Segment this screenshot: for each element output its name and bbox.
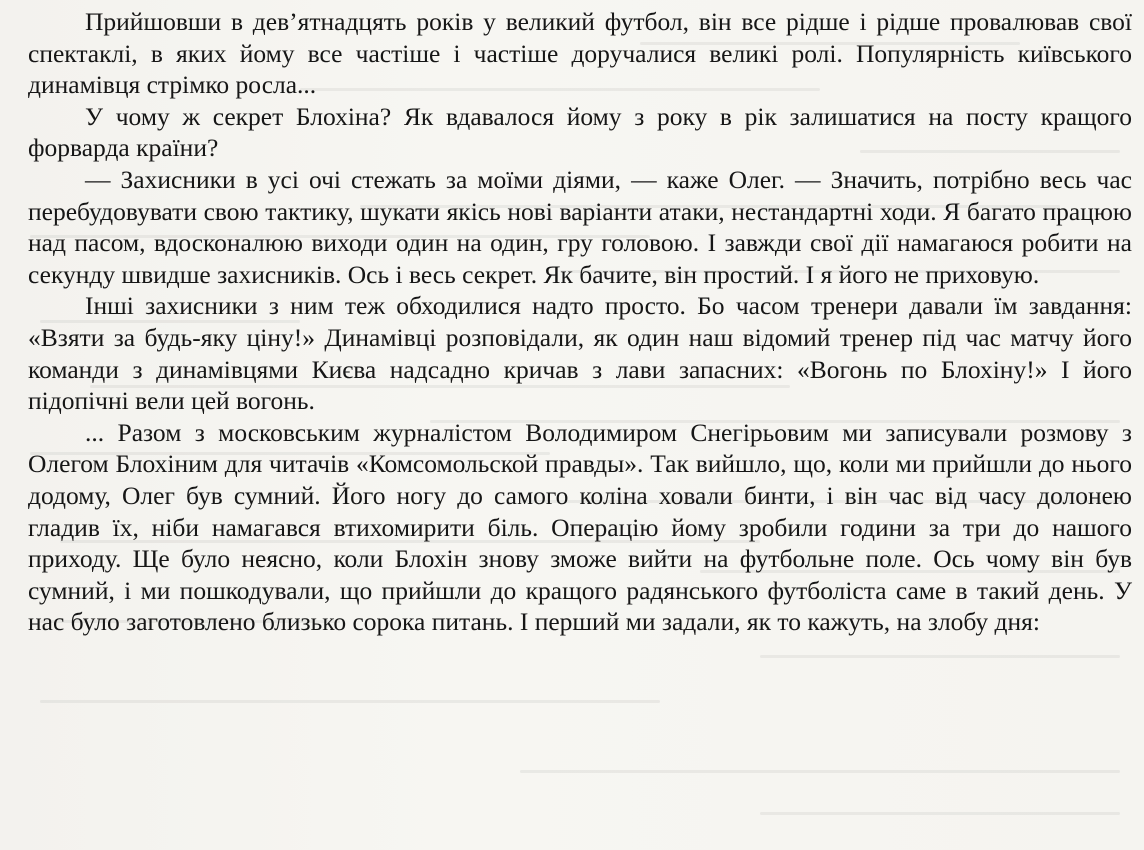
paragraph-4: Інші захисники з ним теж обходилися надто просто. Бо часом тренери давали їм завдання: «Взяти за будь-яку ціну!» Динамівці розповідали, як один наш відомий тренер під час матчу його команди з динамівцями Києва надсадно кричав з лави запасних: «Вогонь по Блохіну!» І його підопічні вели цей вогонь.: [28, 291, 1132, 416]
paragraph-5: ... Разом з московським журналістом Володимиром Снегірьовим ми записували розмову з Олегом Блохіним для читачів «Комсомольской правды». Так вийшло, що, коли ми прийшли до нього додому, Олег був сумний. Його ногу до самого коліна ховали бинти, і він час від часу долонею гладив їх, ніби намагався втихомирити біль. Операцію йому зробили години за три до нашого приходу. Ще було неясно, коли Блохін знову зможе вийти на футбольне поле. Ось чому він був сумний, і ми пошкодували, що прийшли до кращого радянського футболіста саме в такий день. У нас було заготовлено близько сорока питань. І перший ми задали, як то кажуть, на злобу дня:: [28, 417, 1132, 637]
paragraph-3: — Захисники в усі очі стежать за моїми діями, — каже Олег. — Значить, потрібно весь час перебудовувати свою тактику, шукати якісь нові варіанти атаки, нестандартні ходи. Я багато працюю над пасом, вдосконалюю виходи один на один, гру головою. І завжди свої дії намагаюся робити на секунду швидше захисників. Ось і весь секрет. Як бачите, він простий. І я його не приховую.: [28, 164, 1132, 289]
paragraph-1: Прийшовши в дев’ятнадцять років у великий футбол, він все рідше і рідше провалював свої спектаклі, в яких йому все частіше і частіше доручалися великі ролі. Популярність київського динамівця стрімко росла...: [28, 7, 1132, 100]
page-text: [28, 6, 1132, 638]
paragraph-2: У чому ж секрет Блохіна? Як вдавалося йому з року в рік залишатися на посту кращого форварда країни?: [28, 101, 1132, 163]
